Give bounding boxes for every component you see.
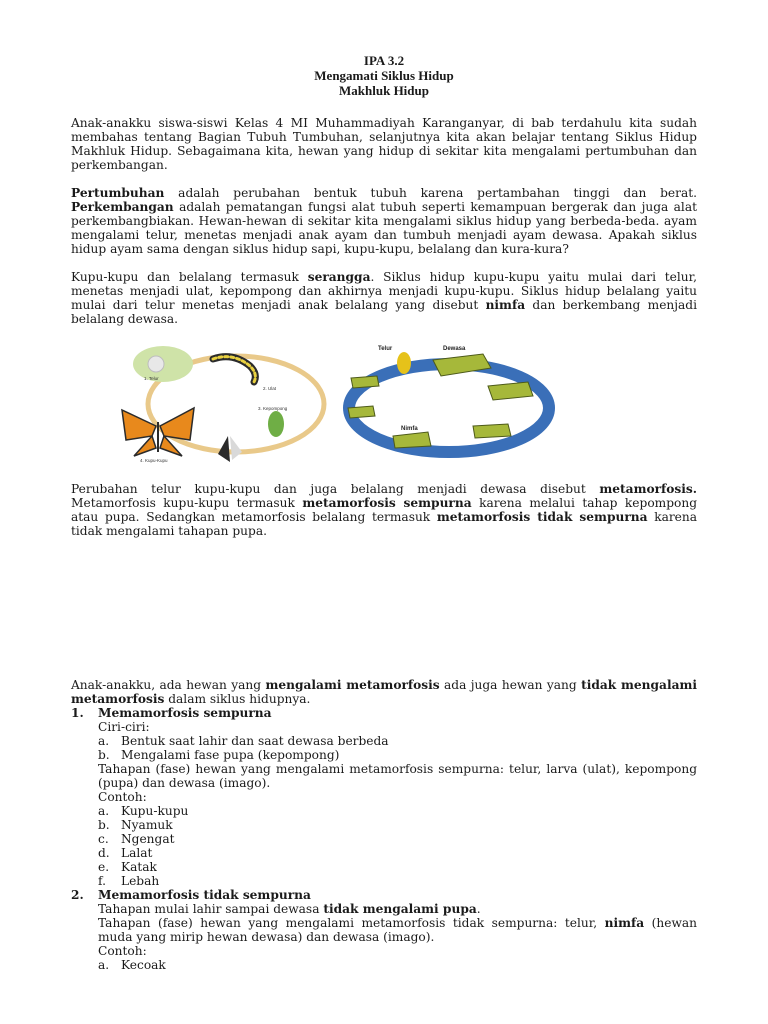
- term-mengalami-metamorfosis: mengalami metamorfosis: [265, 678, 440, 692]
- list-letter: f.: [98, 874, 106, 888]
- list-letter: b.: [98, 748, 110, 762]
- contoh-list: [98, 958, 697, 972]
- types-paragraph: [71, 678, 697, 706]
- term-pertumbuhan: Pertumbuhan: [71, 186, 165, 200]
- grasshopper-lifecycle-image: [323, 338, 575, 468]
- section2-line-2: [98, 916, 697, 944]
- document-page: [71, 53, 697, 972]
- document-title: [71, 53, 697, 98]
- chrysalis-shape: [268, 411, 284, 437]
- list-item: [98, 874, 697, 888]
- types-text-3: dalam siklus hidupnya.: [164, 692, 311, 706]
- egg-cluster-shape: [397, 352, 411, 374]
- caterpillar-shape: [213, 357, 255, 382]
- contoh-label: Contoh:: [98, 790, 147, 804]
- title-line-2: Mengamati Siklus Hidup: [314, 68, 454, 83]
- term-nimfa: nimfa: [604, 916, 645, 930]
- list-item-sempurna: [71, 706, 697, 888]
- list-text: Kupu-kupu: [121, 804, 189, 818]
- tahapan-text: Tahapan (fase) hewan yang mengalami metamorfosis sempurna: telur, larva (ulat), kepompong (pupa) dan dewasa (imago).: [98, 762, 697, 790]
- list-item-tidak-sempurna: [71, 888, 697, 972]
- list-text: Kecoak: [121, 958, 166, 972]
- list-text: Mengalami fase pupa (kepompong): [121, 748, 340, 762]
- emerging-butterfly-shape: [218, 436, 242, 462]
- list-item: [98, 818, 697, 832]
- section-heading: Memamorfosis sempurna: [98, 706, 272, 720]
- list-letter: b.: [98, 818, 110, 832]
- list-text: Lebah: [121, 874, 160, 888]
- line1-end: .: [476, 902, 481, 916]
- growth-text-2: adalah pematangan fungsi alat tubuh seperti kemampuan bergerak dan juga alat perkembangbiakan. Hewan-hewan di sekitar kita mengalami siklus hidup yang berbeda-beda. ayam mengalami telur, menetas menjadi anak ayam dan tumbuh menjadi ayam dewasa. Apakah siklus hidup ayam sama dengan siklus hidup sapi, kupu-kupu, belalang dan kura-kura?: [71, 200, 697, 256]
- cycle-arrow-ring: [349, 364, 549, 452]
- list-text: Lalat: [121, 846, 153, 860]
- list-text: Nyamuk: [121, 818, 173, 832]
- label-dewasa: Dewasa: [443, 346, 466, 352]
- types-text-1: Anak-anakku, ada hewan yang: [71, 678, 266, 692]
- label-telur: Telur: [378, 346, 393, 352]
- meta-text-3: karena melalui tahap kepompong atau pupa. Sedangkan metamorfosis belalang termasuk: [71, 496, 697, 524]
- insect-paragraph: [71, 270, 697, 326]
- lifecycle-figures: [71, 344, 697, 472]
- list-text: Katak: [121, 860, 157, 874]
- list-item: [98, 748, 697, 762]
- growth-text-1: adalah perubahan bentuk tubuh karena pertambahan tinggi dan berat.: [164, 186, 697, 200]
- egg-shape: [148, 356, 164, 372]
- term-tidak-mengalami-metamorfosis: tidak mengalami metamorfosis: [71, 678, 697, 706]
- label-kupu-kupu: 4. Kupu-Kupu: [140, 458, 168, 463]
- list-text: Ngengat: [121, 832, 175, 846]
- types-text-2: ada juga hewan yang: [439, 678, 582, 692]
- list-number: 1.: [71, 706, 84, 720]
- insect-text-2: . Siklus hidup kupu-kupu yaitu mulai dari telur, menetas menjadi ulat, kepompong dan akhirnya menjadi kupu-kupu. Siklus hidup belalang yaitu mulai dari telur menetas menjadi anak belalang yang disebut: [71, 270, 697, 312]
- label-nimfa: Nimfa: [401, 426, 418, 432]
- label-telur: 1. Telur: [144, 376, 159, 381]
- list-number: 2.: [71, 888, 84, 902]
- term-nimfa: nimfa: [485, 298, 526, 312]
- term-metamorfosis: metamorfosis.: [599, 482, 697, 496]
- contoh-label: Contoh:: [98, 944, 147, 958]
- line1-text: Tahapan mulai lahir sampai dewasa: [98, 902, 324, 916]
- section2-line-1: [98, 902, 697, 916]
- list-letter: a.: [98, 804, 110, 818]
- meta-text-2: Metamorfosis kupu-kupu termasuk: [71, 496, 303, 510]
- term-serangga: serangga: [307, 270, 371, 284]
- butterfly-lifecycle-image: [118, 344, 354, 466]
- list-item: [98, 958, 697, 972]
- ciri-label: Ciri-ciri:: [98, 720, 150, 734]
- metamorphosis-paragraph: [71, 482, 697, 538]
- insect-text-1: Kupu-kupu dan belalang termasuk: [71, 270, 308, 284]
- title-line-1: IPA 3.2: [363, 53, 405, 68]
- term-perkembangan: Perkembangan: [71, 200, 174, 214]
- intro-paragraph: Anak-anakku siswa-siswi Kelas 4 MI Muhammadiyah Karanganyar, di bab terdahulu kita sudah membahas tentang Bagian Tubuh Tumbuhan, selanjutnya kita akan belajar tentang Siklus Hidup Makhluk Hidup. Sebagaimana kita, hewan yang hidup di sekitar kita mengalami pertumbuhan dan perkembangan.: [71, 116, 697, 172]
- list-item: [98, 832, 697, 846]
- list-item: [98, 860, 697, 874]
- blank-space: [71, 538, 697, 678]
- insect-text-3: dan berkembang menjadi belalang dewasa.: [71, 298, 697, 326]
- list-letter: c.: [98, 832, 109, 846]
- title-line-3: Makhluk Hidup: [339, 83, 429, 98]
- label-kepompong: 3. Kepompong: [258, 406, 288, 411]
- label-ulat: 2. Ulat: [263, 386, 277, 391]
- contoh-list: [98, 804, 697, 888]
- numbered-list: [71, 706, 697, 972]
- list-letter: a.: [98, 734, 110, 748]
- line2-text-1: Tahapan (fase) hewan yang mengalami metamorfosis tidak sempurna: telur,: [98, 916, 605, 930]
- ciri-list: [98, 734, 697, 762]
- line2-text-2: (hewan muda yang mirip hewan dewasa) dan dewasa (imago).: [98, 916, 697, 944]
- meta-text-4: karena tidak mengalami tahapan pupa.: [71, 510, 697, 538]
- term-metamorfosis-sempurna: metamorfosis sempurna: [302, 496, 472, 510]
- butterfly-shape: [122, 408, 194, 456]
- meta-text-1: Perubahan telur kupu-kupu dan juga belalang menjadi dewasa disebut: [71, 482, 600, 496]
- list-letter: a.: [98, 958, 110, 972]
- section-heading: Memamorfosis tidak sempurna: [98, 888, 311, 902]
- list-item: [98, 804, 697, 818]
- list-letter: e.: [98, 860, 110, 874]
- term-metamorfosis-tidak-sempurna: metamorfosis tidak sempurna: [436, 510, 648, 524]
- term-tidak-mengalami-pupa: tidak mengalami pupa: [323, 902, 477, 916]
- list-letter: d.: [98, 846, 110, 860]
- list-text: Bentuk saat lahir dan saat dewasa berbeda: [121, 734, 389, 748]
- list-item: [98, 734, 697, 748]
- list-item: [98, 846, 697, 860]
- growth-paragraph: [71, 186, 697, 256]
